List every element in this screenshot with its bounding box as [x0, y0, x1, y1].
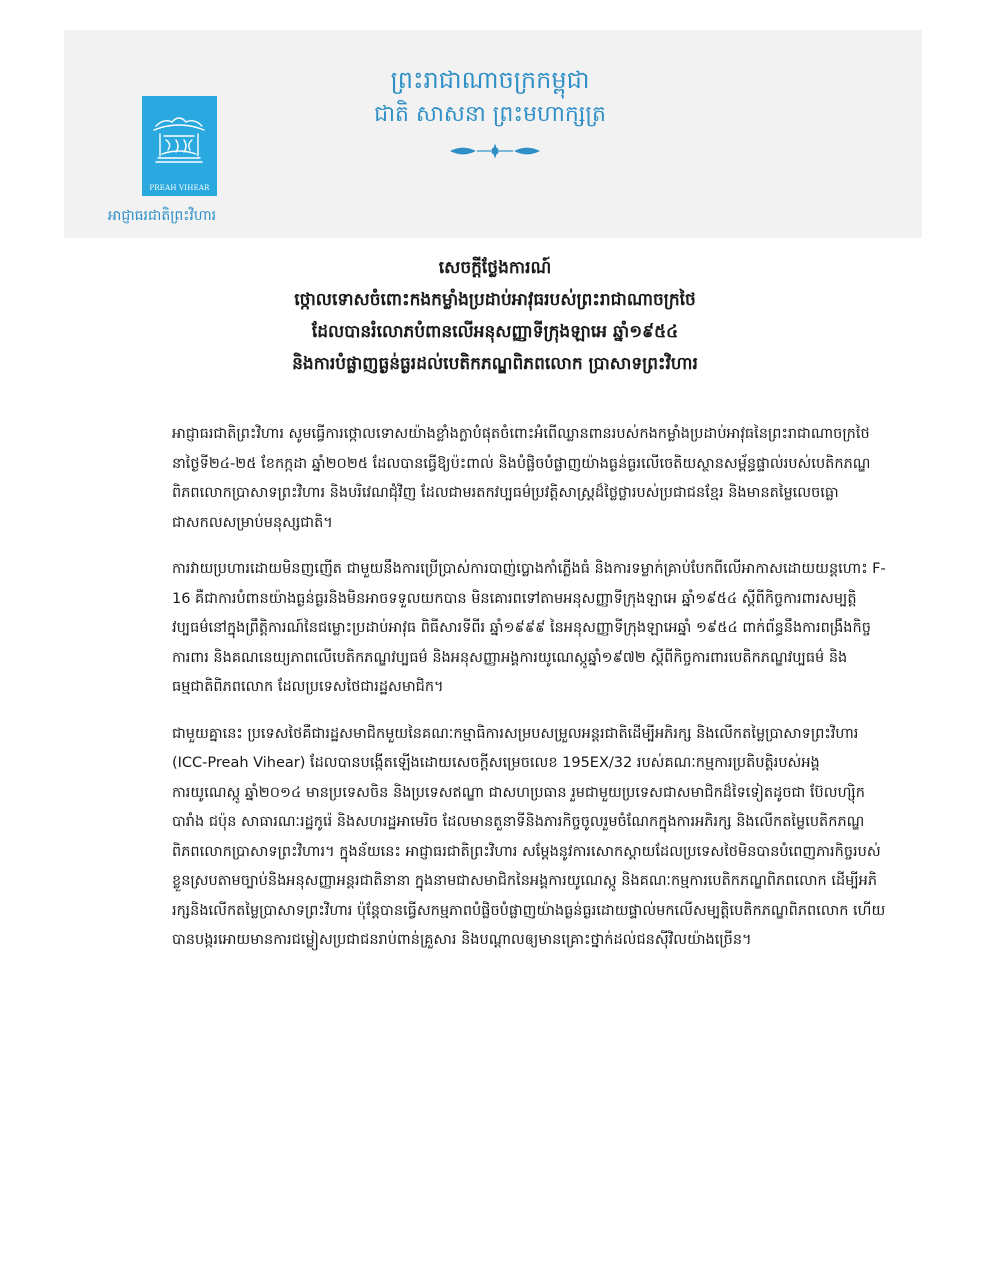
logo-caption: PREAH VIHEAR: [149, 184, 210, 192]
ornament-divider-icon: [447, 143, 543, 159]
body-paragraph-3: ជាមួយគ្នានេះ ប្រទេសថៃគឺជារដ្ឋសមាជិកមួយនៃគណៈកម្មាធិការសម្របសម្រួលអន្តរជាតិដើម្បីអភិរក្ស និងលើកតម្លៃប្រាសាទព្រះវិហារ (ICC-Preah Vihear) ដែលបានបង្កើតឡើងដោយសេចក្តីសម្រេចលេខ 195EX/32 របស់គណៈកម្មការប្រតិបត្តិរបស់អង្គការយូណេស្កូ ឆ្នាំ២០១៤ មានប្រទេសចិន និងប្រទេសឥណ្ឌា ជាសហប្រធាន រួមជាមួយប្រទេសជាសមាជិកដ៏ទៃទៀតដូចជា ប៊ែលហ្ស៊ិក បារាំង ជប៉ុន សាធារណៈរដ្ឋកូរ៉េ និងសហរដ្ឋអាមេរិច ដែលមានតួនាទីនិងភារកិច្ចចូលរួមចំណែកក្នុងការអភិរក្ស និងលើកតម្លៃបេតិកភណ្ឌពិភពលោកប្រាសាទព្រះវិហារ។ ក្នុងន័យនេះ អាជ្ញាធរជាតិព្រះវិហារ សម្តែងនូវការសោកស្តាយដែលប្រទេសថៃមិនបានបំពេញភារកិច្ចរបស់ខ្លួនស្របតាមច្បាប់និងអនុសញ្ញាអន្តរជាតិនានា ក្នុងនាមជាសមាជិកនៃអង្គការយូណេស្កូ និងគណៈកម្មការបេតិកភណ្ឌពិភពលោក ដើម្បីអភិរក្សនិងលើកតម្លៃប្រាសាទព្រះវិហារ ប៉ុន្តែបានធ្វើសកម្មភាពបំផ្លិចបំផ្លាញយ៉ាងធ្ងន់ធ្ងរដោយផ្ទាល់មកលើសម្បត្តិបេតិកភណ្ឌពិភពលោក ហើយបានបង្ករអោយមានការជម្លៀសប្រជាជនរាប់ពាន់គ្រួសារ និងបណ្តាលឲ្យមានគ្រោះថ្នាក់ដល់ជនស៊ីវិលយ៉ាងច្រើន។: [172, 725, 886, 948]
kingdom-title: ព្រះរាជាណាចក្រកម្ពុជា: [390, 66, 590, 94]
national-motto: ជាតិ សាសនា ព្រះមហាក្សត្រ: [374, 102, 606, 127]
temple-icon: [142, 96, 217, 196]
preah-vihear-logo: [142, 96, 217, 196]
organization-name: អាជ្ញាធរជាតិព្រះវិហារ: [108, 208, 217, 224]
headline-title: សេចក្តីថ្លែងការណ៍: [438, 258, 552, 278]
headline-line-4: និងការបំផ្លាញធ្ងន់ធ្ងរដល់បេតិកភណ្ឌពិភពលោក ប្រាសាទព្រះវិហារ: [292, 354, 698, 374]
statement-body: [172, 420, 886, 973]
body-paragraph-2: ការវាយប្រហារដោយមិនញញើត ជាមួយនឹងការប្រើប្រាស់ការបាញ់ប្លោងកាំភ្លើងធំ និងការទម្លាក់គ្រាប់បែកពីលើអាកាសដោយយន្តហោះ F-16 គឺជាការបំពានយ៉ាងធ្ងន់ធ្ងរនិងមិនអាចទទួលយកបាន មិនគោរពទៅតាមអនុសញ្ញាទីក្រុងឡាអេ ឆ្នាំ១៩៥៤ ស្តីពីកិច្ចការពារសម្បត្តិវប្បធម៌នៅក្នុងព្រឹត្តិការណ៍នៃជម្លោះប្រដាប់អាវុធ ពិធីសារទីពីរ ឆ្នាំ១៩៩៩ នៃអនុសញ្ញាទីក្រុងឡាអេឆ្នាំ ១៩៥៤ ពាក់ព័ន្ធនឹងការពង្រឹងកិច្ចការពារ និងគណនេយ្យភាពលើបេតិកភណ្ឌវប្បធម៌ និងអនុសញ្ញាអង្គការយូណេស្កូឆ្នាំ១៩៧២ ស្តីពីកិច្ចការពារបេតិកភណ្ឌវប្បធម៌ និងធម្មជាតិពិភពលោក ដែលប្រទេសថៃជារដ្ឋសមាជិក។: [172, 561, 886, 695]
body-paragraph-1: អាជ្ញាធរជាតិព្រះវិហារ សូមធ្វើការថ្កោលទោសយ៉ាងខ្លាំងក្លាបំផុតចំពោះអំពើឈ្លានពានរបស់កងកម្លាំងប្រដាប់អាវុធនៃព្រះរាជាណាចក្រថៃ នាថ្ងៃទី២៤-២៥ ខែកក្កដា ឆ្នាំ២០២៥ ដែលបានធ្វើឱ្យប៉ះពាល់ និងបំផ្លិចបំផ្លាញយ៉ាងធ្ងន់ធ្ងរលើចេតិយស្ថានសម្ព័ន្ធផ្ទាល់របស់បេតិកភណ្ឌពិភពលោកប្រាសាទព្រះវិហារ និងបរិវេណជុំវិញ ដែលជាមរតកវប្បធម៌ប្រវត្តិសាស្ត្រដ៏ថ្លៃថ្លារបស់ប្រជាជនខ្មែរ និងមានតម្លៃលេចធ្លោជាសកលសម្រាប់មនុស្សជាតិ។: [172, 426, 871, 531]
headline-line-3: ដែលបានរំលោភបំពានលើអនុសញ្ញាទីក្រុងឡាអេ ឆ្នាំ១៩៥៤: [311, 322, 679, 342]
kingdom-motto: [250, 62, 730, 132]
statement-headline: [120, 252, 870, 380]
headline-line-2: ថ្កោលទោសចំពោះកងកម្លាំងប្រដាប់អាវុធរបស់ព្រះរាជាណាចក្រថៃ: [294, 290, 696, 310]
